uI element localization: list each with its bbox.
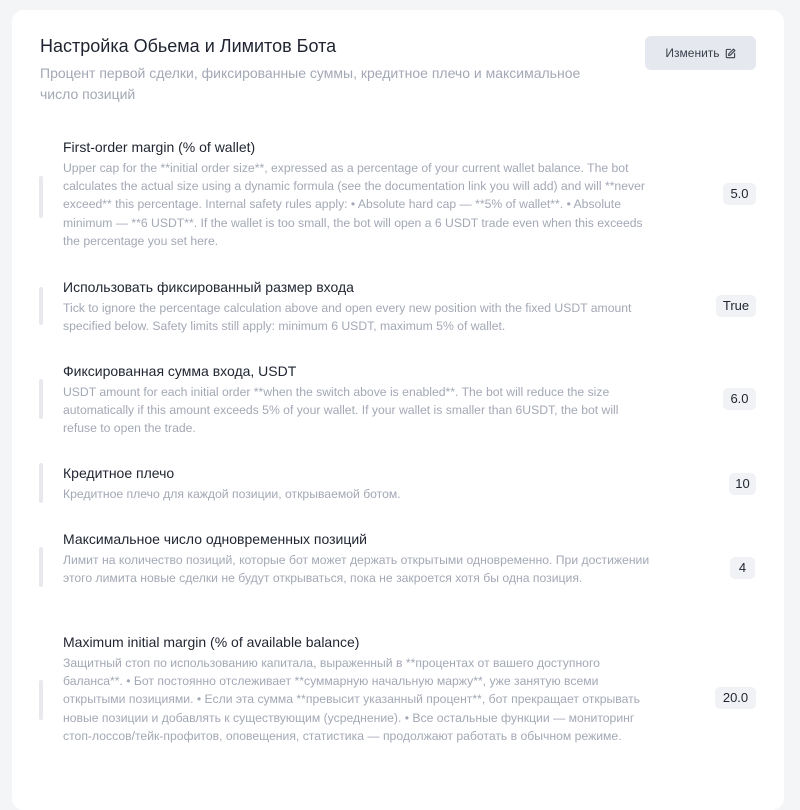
setting-value: 4: [730, 557, 755, 579]
row-accent-bar: [39, 547, 43, 587]
row-accent-bar: [39, 287, 43, 325]
row-accent-bar: [39, 680, 43, 720]
card-header: [40, 34, 620, 105]
row-accent-bar: [39, 463, 43, 503]
edit-button[interactable]: [645, 36, 756, 70]
setting-value: 5.0: [723, 183, 756, 205]
row-accent-bar: [39, 379, 43, 419]
setting-title: Использовать фиксированный размер входа: [63, 279, 354, 295]
row-accent-bar: [39, 176, 43, 218]
setting-title: Кредитное плечо: [63, 465, 175, 481]
card-subtitle: Процент первой сделки, фиксированные суммы, кредитное плечо и максимальное число позиций: [40, 65, 581, 102]
setting-description: Upper cap for the **initial order size**, expressed as a percentage of your current wallet balance. The bot calculates the actual size using a dynamic formula (see the documentation link you will add) and will **never exceed** this percentage. Internal safety rules apply: • Absolute hard cap — **5% of wallet**. • Absolute minimum — **6 USDT**. If the wallet is too small, the bot will open a 6 USDT trade even when this exceeds the percentage you set here.: [63, 161, 645, 248]
setting-description: Лимит на количество позиций, которые бот может держать открытыми одновременно. При достижении этого лимита новые сделки не будут открываться, пока не закроется хотя бы одна позиция.: [63, 553, 650, 586]
card-title: Настройка Обьема и Лимитов Бота: [40, 36, 337, 56]
setting-title: Максимальное число одновременных позиций: [63, 531, 368, 547]
setting-description: Кредитное плечо для каждой позиции, открываемой ботом.: [63, 487, 401, 501]
setting-title: Maximum initial margin (% of available balance): [63, 634, 360, 650]
edit-icon: [725, 48, 736, 59]
setting-value: True: [716, 295, 756, 317]
setting-value: 10: [729, 473, 756, 495]
setting-description: Tick to ignore the percentage calculation above and open every new position with the fixed USDT amount specified below. Safety limits still apply: minimum 6 USDT, maximum 5% of wallet.: [63, 301, 632, 334]
setting-value: 6.0: [723, 388, 756, 410]
edit-button-label: Изменить: [665, 46, 720, 60]
settings-card: [12, 10, 784, 810]
setting-title: First-order margin (% of wallet): [63, 139, 256, 155]
setting-title: Фиксированная сумма входа, USDT: [63, 363, 297, 379]
setting-value: 20.0: [715, 687, 756, 709]
setting-description: USDT amount for each initial order **when the switch above is enabled**. The bot will reduce the size automatically if this amount exceeds 5% of your wallet. If your wallet is smaller than 6USDT, the bot will refuse to open the trade.: [63, 385, 619, 436]
setting-description: Защитный стоп по использованию капитала, выраженный в **процентах от вашего доступного баланса**. • Бот постоянно отслеживает **суммарную начальную маржу**, уже занятую всеми открытыми позициями. • Если эта сумма **превысит указанный процент**, бот прекращает открывать новые позиции и добавлять к существующим (усреднение). • Все остальные функции — мониторинг стоп-лоссов/тейк-профитов, оповещения, статистика — продолжают работать в обычном режиме.: [63, 656, 641, 743]
